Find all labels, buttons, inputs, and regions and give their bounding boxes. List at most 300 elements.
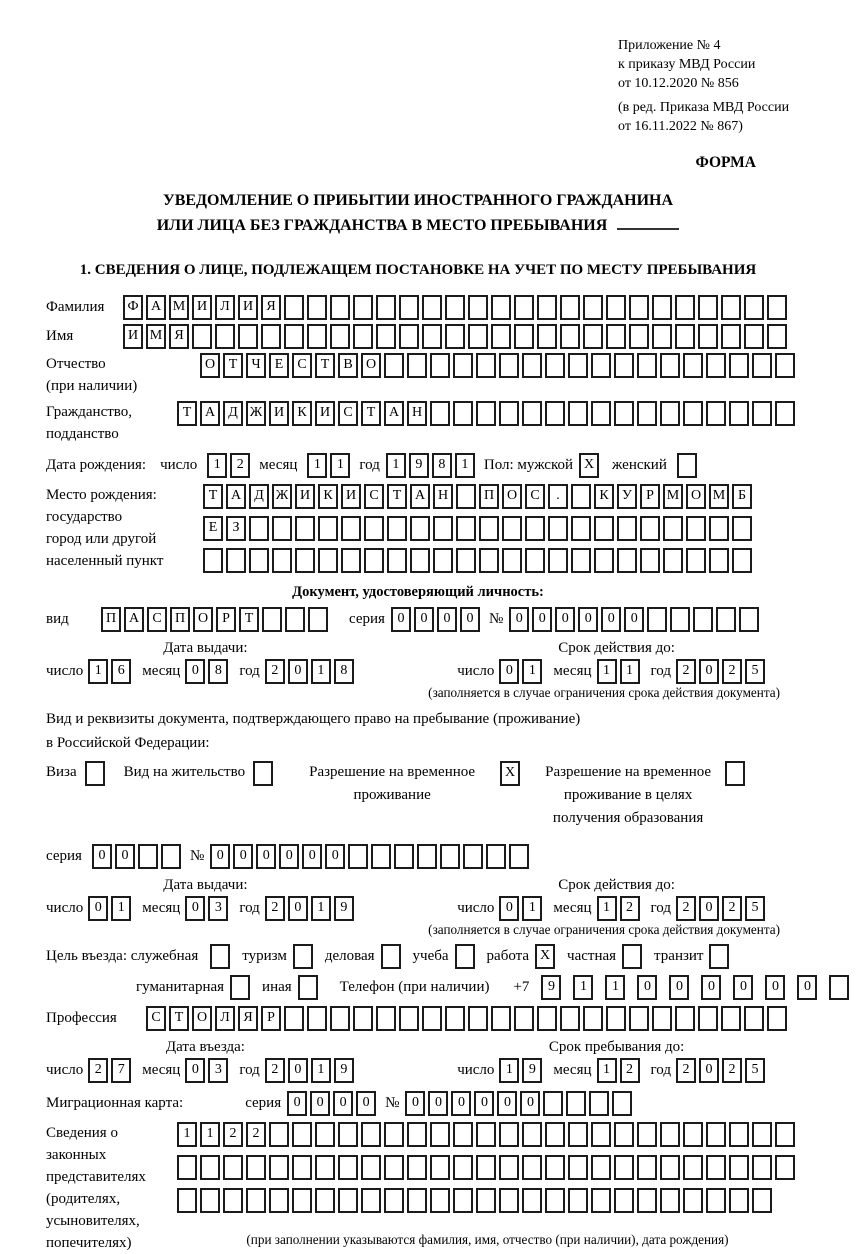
char-box[interactable] — [709, 548, 729, 573]
char-box[interactable] — [307, 1006, 327, 1031]
char-box[interactable] — [775, 1155, 795, 1180]
char-box[interactable] — [318, 548, 338, 573]
char-box[interactable] — [364, 548, 384, 573]
char-box[interactable]: Т — [177, 401, 197, 426]
char-box[interactable] — [560, 324, 580, 349]
char-box[interactable] — [571, 516, 591, 541]
char-box[interactable] — [445, 324, 465, 349]
char-box[interactable] — [560, 295, 580, 320]
char-box[interactable] — [308, 607, 328, 632]
char-box[interactable]: 2 — [223, 1122, 243, 1147]
char-box[interactable] — [330, 295, 350, 320]
char-box[interactable]: 8 — [334, 659, 354, 684]
char-box[interactable]: 1 — [455, 453, 475, 478]
char-box[interactable]: С — [338, 401, 358, 426]
char-box[interactable]: 9 — [541, 975, 561, 1000]
char-box[interactable] — [568, 1155, 588, 1180]
char-box[interactable] — [433, 548, 453, 573]
char-box[interactable] — [629, 295, 649, 320]
char-box[interactable]: 1 — [307, 453, 327, 478]
char-box[interactable] — [545, 353, 565, 378]
char-box[interactable]: Т — [239, 607, 259, 632]
char-box[interactable] — [215, 324, 235, 349]
char-box[interactable] — [399, 295, 419, 320]
char-box[interactable]: 1 — [597, 896, 617, 921]
char-box[interactable] — [238, 324, 258, 349]
char-box[interactable]: 1 — [605, 975, 625, 1000]
char-box[interactable] — [476, 1155, 496, 1180]
char-box[interactable] — [732, 516, 752, 541]
char-box[interactable]: 0 — [765, 975, 785, 1000]
char-box[interactable]: 5 — [745, 659, 765, 684]
purpose-tourism-checkbox[interactable] — [293, 944, 313, 969]
char-box[interactable]: Н — [407, 401, 427, 426]
char-box[interactable]: 0 — [356, 1091, 376, 1116]
char-box[interactable] — [525, 516, 545, 541]
char-box[interactable] — [522, 1188, 542, 1213]
char-box[interactable]: 1 — [597, 659, 617, 684]
char-box[interactable] — [566, 1091, 586, 1116]
char-box[interactable]: 8 — [208, 659, 228, 684]
char-box[interactable] — [545, 1122, 565, 1147]
char-box[interactable] — [698, 295, 718, 320]
char-box[interactable] — [284, 324, 304, 349]
char-box[interactable] — [433, 516, 453, 541]
char-box[interactable]: 2 — [265, 896, 285, 921]
char-box[interactable]: 3 — [208, 1058, 228, 1083]
char-box[interactable] — [706, 401, 726, 426]
char-box[interactable] — [545, 1188, 565, 1213]
char-box[interactable] — [675, 295, 695, 320]
char-box[interactable] — [545, 401, 565, 426]
char-box[interactable] — [640, 516, 660, 541]
char-box[interactable] — [138, 844, 158, 869]
char-box[interactable] — [652, 324, 672, 349]
char-box[interactable]: 0 — [699, 896, 719, 921]
char-box[interactable]: 1 — [330, 453, 350, 478]
char-box[interactable]: Н — [433, 484, 453, 509]
char-box[interactable] — [591, 1122, 611, 1147]
char-box[interactable]: 1 — [522, 896, 542, 921]
char-box[interactable] — [548, 516, 568, 541]
char-box[interactable] — [706, 1188, 726, 1213]
char-box[interactable]: 0 — [624, 607, 644, 632]
char-box[interactable] — [476, 1122, 496, 1147]
char-box[interactable] — [468, 1006, 488, 1031]
char-box[interactable] — [522, 1122, 542, 1147]
char-box[interactable] — [410, 516, 430, 541]
char-box[interactable] — [330, 324, 350, 349]
char-box[interactable] — [614, 1188, 634, 1213]
char-box[interactable] — [384, 1188, 404, 1213]
char-box[interactable] — [394, 844, 414, 869]
char-box[interactable]: 1 — [111, 896, 131, 921]
char-box[interactable]: 0 — [288, 659, 308, 684]
char-box[interactable] — [606, 295, 626, 320]
char-box[interactable] — [249, 516, 269, 541]
char-box[interactable] — [315, 1122, 335, 1147]
char-box[interactable] — [272, 548, 292, 573]
char-box[interactable]: П — [479, 484, 499, 509]
char-box[interactable] — [721, 295, 741, 320]
char-box[interactable]: 0 — [451, 1091, 471, 1116]
char-box[interactable] — [775, 353, 795, 378]
char-box[interactable] — [407, 1155, 427, 1180]
sex-female-checkbox[interactable] — [677, 453, 697, 478]
char-box[interactable] — [307, 295, 327, 320]
char-box[interactable]: Д — [249, 484, 269, 509]
char-box[interactable]: 0 — [288, 1058, 308, 1083]
char-box[interactable]: 2 — [722, 896, 742, 921]
char-box[interactable]: 0 — [733, 975, 753, 1000]
char-box[interactable] — [647, 607, 667, 632]
char-box[interactable]: 0 — [185, 659, 205, 684]
char-box[interactable]: К — [292, 401, 312, 426]
char-box[interactable] — [499, 1155, 519, 1180]
char-box[interactable] — [612, 1091, 632, 1116]
char-box[interactable] — [353, 295, 373, 320]
char-box[interactable] — [284, 295, 304, 320]
char-box[interactable]: А — [384, 401, 404, 426]
char-box[interactable]: Л — [215, 295, 235, 320]
char-box[interactable]: 0 — [391, 607, 411, 632]
char-box[interactable]: 1 — [177, 1122, 197, 1147]
char-box[interactable] — [729, 1188, 749, 1213]
char-box[interactable]: 6 — [111, 659, 131, 684]
char-box[interactable]: И — [295, 484, 315, 509]
char-box[interactable]: О — [193, 607, 213, 632]
char-box[interactable] — [637, 1122, 657, 1147]
char-box[interactable]: С — [525, 484, 545, 509]
char-box[interactable]: Т — [223, 353, 243, 378]
char-box[interactable] — [417, 844, 437, 869]
char-box[interactable]: К — [594, 484, 614, 509]
char-box[interactable]: М — [709, 484, 729, 509]
char-box[interactable]: 0 — [185, 1058, 205, 1083]
char-box[interactable] — [637, 1155, 657, 1180]
char-box[interactable] — [686, 516, 706, 541]
char-box[interactable]: А — [200, 401, 220, 426]
char-box[interactable]: 1 — [522, 659, 542, 684]
char-box[interactable]: 7 — [111, 1058, 131, 1083]
char-box[interactable] — [744, 295, 764, 320]
purpose-work-checkbox[interactable]: X — [535, 944, 555, 969]
char-box[interactable]: Т — [361, 401, 381, 426]
char-box[interactable] — [476, 401, 496, 426]
char-box[interactable]: 0 — [325, 844, 345, 869]
char-box[interactable] — [445, 1006, 465, 1031]
char-box[interactable] — [269, 1155, 289, 1180]
char-box[interactable]: Т — [387, 484, 407, 509]
char-box[interactable] — [637, 401, 657, 426]
char-box[interactable] — [548, 548, 568, 573]
char-box[interactable] — [660, 1155, 680, 1180]
char-box[interactable] — [568, 1188, 588, 1213]
char-box[interactable]: 0 — [428, 1091, 448, 1116]
char-box[interactable] — [560, 1006, 580, 1031]
char-box[interactable]: 0 — [288, 896, 308, 921]
char-box[interactable]: 0 — [414, 607, 434, 632]
char-box[interactable] — [292, 1188, 312, 1213]
char-box[interactable]: 8 — [432, 453, 452, 478]
char-box[interactable]: 0 — [499, 659, 519, 684]
char-box[interactable] — [514, 324, 534, 349]
char-box[interactable] — [491, 1006, 511, 1031]
char-box[interactable] — [456, 484, 476, 509]
char-box[interactable]: 0 — [699, 659, 719, 684]
char-box[interactable] — [407, 353, 427, 378]
char-box[interactable] — [364, 516, 384, 541]
char-box[interactable] — [399, 324, 419, 349]
char-box[interactable] — [637, 1188, 657, 1213]
char-box[interactable]: 1 — [386, 453, 406, 478]
char-box[interactable]: 0 — [92, 844, 112, 869]
char-box[interactable] — [591, 1188, 611, 1213]
char-box[interactable]: Я — [261, 295, 281, 320]
char-box[interactable] — [246, 1155, 266, 1180]
char-box[interactable] — [499, 401, 519, 426]
char-box[interactable] — [491, 324, 511, 349]
char-box[interactable] — [177, 1188, 197, 1213]
char-box[interactable] — [422, 1006, 442, 1031]
char-box[interactable] — [376, 324, 396, 349]
char-box[interactable]: 1 — [311, 659, 331, 684]
char-box[interactable] — [721, 324, 741, 349]
char-box[interactable] — [348, 844, 368, 869]
char-box[interactable]: С — [364, 484, 384, 509]
char-box[interactable] — [453, 1122, 473, 1147]
char-box[interactable] — [744, 1006, 764, 1031]
purpose-official-checkbox[interactable] — [210, 944, 230, 969]
char-box[interactable] — [479, 516, 499, 541]
char-box[interactable] — [292, 1122, 312, 1147]
char-box[interactable]: 0 — [637, 975, 657, 1000]
purpose-other-checkbox[interactable] — [298, 975, 318, 1000]
char-box[interactable] — [522, 353, 542, 378]
char-box[interactable] — [752, 1155, 772, 1180]
char-box[interactable] — [453, 401, 473, 426]
char-box[interactable] — [670, 607, 690, 632]
purpose-study-checkbox[interactable] — [455, 944, 475, 969]
char-box[interactable]: 1 — [597, 1058, 617, 1083]
char-box[interactable] — [663, 516, 683, 541]
char-box[interactable] — [594, 548, 614, 573]
char-box[interactable] — [456, 516, 476, 541]
char-box[interactable] — [767, 295, 787, 320]
char-box[interactable] — [246, 1188, 266, 1213]
purpose-private-checkbox[interactable] — [622, 944, 642, 969]
char-box[interactable] — [652, 295, 672, 320]
option-residence-permit-checkbox[interactable] — [253, 761, 273, 786]
char-box[interactable]: 1 — [311, 896, 331, 921]
char-box[interactable] — [353, 1006, 373, 1031]
char-box[interactable] — [476, 1188, 496, 1213]
char-box[interactable] — [445, 295, 465, 320]
char-box[interactable] — [502, 548, 522, 573]
char-box[interactable]: 2 — [722, 659, 742, 684]
char-box[interactable] — [752, 1122, 772, 1147]
char-box[interactable] — [456, 548, 476, 573]
char-box[interactable]: 0 — [256, 844, 276, 869]
char-box[interactable] — [617, 548, 637, 573]
char-box[interactable] — [568, 353, 588, 378]
char-box[interactable]: 0 — [797, 975, 817, 1000]
char-box[interactable]: 0 — [302, 844, 322, 869]
char-box[interactable] — [522, 1155, 542, 1180]
char-box[interactable] — [384, 353, 404, 378]
char-box[interactable] — [683, 1188, 703, 1213]
char-box[interactable] — [683, 401, 703, 426]
char-box[interactable] — [376, 295, 396, 320]
char-box[interactable]: 0 — [310, 1091, 330, 1116]
char-box[interactable]: . — [548, 484, 568, 509]
char-box[interactable] — [525, 548, 545, 573]
char-box[interactable]: Б — [732, 484, 752, 509]
char-box[interactable] — [537, 1006, 557, 1031]
char-box[interactable]: Т — [169, 1006, 189, 1031]
char-box[interactable]: 0 — [699, 1058, 719, 1083]
char-box[interactable] — [614, 1155, 634, 1180]
char-box[interactable]: 9 — [334, 896, 354, 921]
char-box[interactable]: М — [169, 295, 189, 320]
char-box[interactable] — [675, 1006, 695, 1031]
char-box[interactable]: И — [269, 401, 289, 426]
char-box[interactable] — [752, 353, 772, 378]
char-box[interactable] — [295, 548, 315, 573]
char-box[interactable]: А — [146, 295, 166, 320]
char-box[interactable] — [683, 1122, 703, 1147]
char-box[interactable] — [660, 353, 680, 378]
char-box[interactable] — [706, 1155, 726, 1180]
char-box[interactable] — [315, 1155, 335, 1180]
char-box[interactable]: А — [410, 484, 430, 509]
char-box[interactable]: 0 — [279, 844, 299, 869]
char-box[interactable] — [744, 324, 764, 349]
char-box[interactable] — [371, 844, 391, 869]
char-box[interactable]: 0 — [497, 1091, 517, 1116]
char-box[interactable]: 2 — [246, 1122, 266, 1147]
char-box[interactable] — [223, 1155, 243, 1180]
char-box[interactable]: И — [192, 295, 212, 320]
char-box[interactable]: 3 — [208, 896, 228, 921]
char-box[interactable] — [591, 1155, 611, 1180]
char-box[interactable]: Е — [203, 516, 223, 541]
char-box[interactable] — [829, 975, 849, 1000]
char-box[interactable] — [629, 324, 649, 349]
char-box[interactable] — [499, 353, 519, 378]
char-box[interactable] — [606, 1006, 626, 1031]
char-box[interactable] — [476, 353, 496, 378]
char-box[interactable] — [453, 1155, 473, 1180]
char-box[interactable] — [729, 1122, 749, 1147]
char-box[interactable]: 1 — [88, 659, 108, 684]
char-box[interactable] — [338, 1155, 358, 1180]
char-box[interactable] — [652, 1006, 672, 1031]
char-box[interactable] — [491, 295, 511, 320]
char-box[interactable]: С — [146, 1006, 166, 1031]
char-box[interactable] — [192, 324, 212, 349]
char-box[interactable]: 9 — [409, 453, 429, 478]
sex-male-checkbox[interactable]: X — [579, 453, 599, 478]
char-box[interactable]: М — [663, 484, 683, 509]
char-box[interactable]: 2 — [620, 1058, 640, 1083]
char-box[interactable]: 0 — [578, 607, 598, 632]
char-box[interactable] — [430, 1188, 450, 1213]
purpose-transit-checkbox[interactable] — [709, 944, 729, 969]
char-box[interactable] — [617, 516, 637, 541]
char-box[interactable] — [693, 607, 713, 632]
char-box[interactable]: 0 — [555, 607, 575, 632]
char-box[interactable] — [453, 1188, 473, 1213]
char-box[interactable] — [330, 1006, 350, 1031]
char-box[interactable] — [686, 548, 706, 573]
char-box[interactable]: С — [147, 607, 167, 632]
char-box[interactable]: Р — [261, 1006, 281, 1031]
char-box[interactable]: 0 — [287, 1091, 307, 1116]
char-box[interactable]: 0 — [210, 844, 230, 869]
char-box[interactable] — [430, 401, 450, 426]
char-box[interactable]: Е — [269, 353, 289, 378]
char-box[interactable]: П — [170, 607, 190, 632]
char-box[interactable] — [509, 844, 529, 869]
char-box[interactable] — [407, 1188, 427, 1213]
char-box[interactable] — [284, 1006, 304, 1031]
char-box[interactable] — [440, 844, 460, 869]
char-box[interactable] — [318, 516, 338, 541]
char-box[interactable]: 5 — [745, 896, 765, 921]
char-box[interactable] — [463, 844, 483, 869]
char-box[interactable]: А — [226, 484, 246, 509]
char-box[interactable] — [683, 1155, 703, 1180]
char-box[interactable]: 2 — [676, 659, 696, 684]
char-box[interactable]: 0 — [499, 896, 519, 921]
char-box[interactable]: Л — [215, 1006, 235, 1031]
char-box[interactable] — [384, 1122, 404, 1147]
char-box[interactable] — [177, 1155, 197, 1180]
char-box[interactable] — [262, 607, 282, 632]
char-box[interactable] — [272, 516, 292, 541]
char-box[interactable]: И — [341, 484, 361, 509]
char-box[interactable] — [729, 401, 749, 426]
char-box[interactable] — [583, 324, 603, 349]
char-box[interactable]: Я — [169, 324, 189, 349]
char-box[interactable] — [200, 1155, 220, 1180]
char-box[interactable] — [522, 401, 542, 426]
char-box[interactable] — [361, 1122, 381, 1147]
char-box[interactable] — [292, 1155, 312, 1180]
char-box[interactable] — [640, 548, 660, 573]
char-box[interactable] — [614, 1122, 634, 1147]
char-box[interactable] — [430, 1122, 450, 1147]
char-box[interactable]: М — [146, 324, 166, 349]
char-box[interactable] — [543, 1091, 563, 1116]
char-box[interactable] — [479, 548, 499, 573]
char-box[interactable] — [468, 324, 488, 349]
char-box[interactable] — [606, 324, 626, 349]
char-box[interactable] — [591, 353, 611, 378]
char-box[interactable] — [614, 401, 634, 426]
char-box[interactable]: Ж — [246, 401, 266, 426]
char-box[interactable]: 0 — [532, 607, 552, 632]
char-box[interactable]: Ф — [123, 295, 143, 320]
char-box[interactable]: Я — [238, 1006, 258, 1031]
char-box[interactable] — [614, 353, 634, 378]
char-box[interactable]: И — [238, 295, 258, 320]
char-box[interactable]: 0 — [701, 975, 721, 1000]
char-box[interactable] — [269, 1122, 289, 1147]
char-box[interactable] — [706, 1122, 726, 1147]
char-box[interactable] — [226, 548, 246, 573]
